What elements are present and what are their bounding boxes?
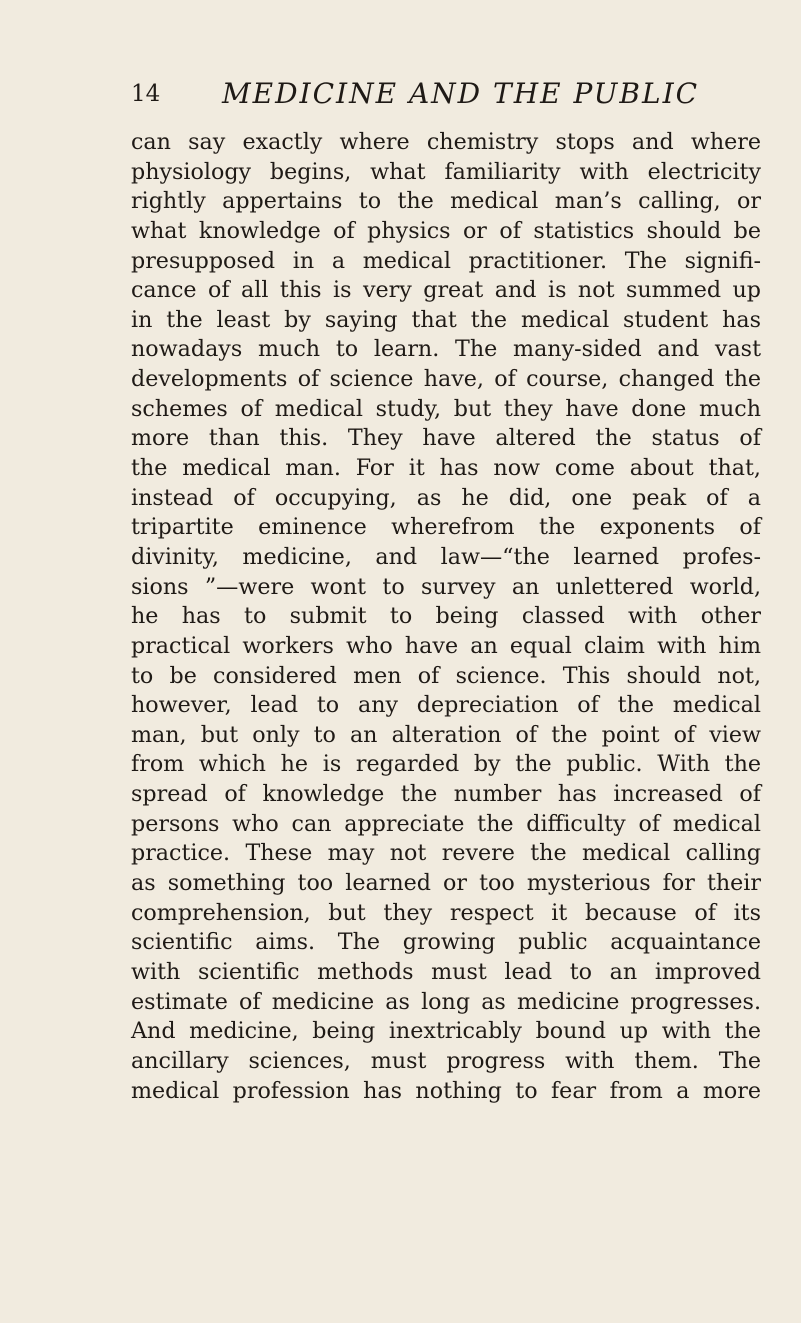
text-line: in the least by saying that the medical student has [131, 306, 761, 333]
page-number: 14 [131, 81, 161, 107]
text-line: tripartite eminence wherefrom the exponents of [131, 514, 761, 541]
text-line: from which he is regarded by the public. With the [131, 751, 761, 778]
text-line: estimate of medicine as long as medicine progresses. [131, 988, 761, 1015]
text-line: sions ”—were wont to survey an unlettered world, [131, 573, 761, 600]
text-line: practice. These may not revere the medical calling [131, 840, 761, 867]
text-line: schemes of medical study, but they have done much [131, 395, 761, 422]
page-header [131, 78, 761, 118]
text-line: man, but only to an alteration of the point of view [131, 721, 761, 748]
text-line: to be considered men of science. This should not, [131, 662, 761, 689]
text-line: comprehension, but they respect it because of its [131, 899, 761, 926]
text-line: ancillary sciences, must progress with them. The [131, 1047, 761, 1074]
text-line: with scientific methods must lead to an improved [131, 958, 761, 985]
text-line: divinity, medicine, and law—“the learned profes- [131, 543, 761, 570]
text-line: medical profession has nothing to fear from a more [131, 1077, 761, 1104]
text-line: spread of knowledge the number has increased of [131, 781, 761, 808]
text-line: scientific aims. The growing public acquaintance [131, 929, 761, 956]
body-text [131, 128, 761, 1106]
text-line: more than this. They have altered the status of [131, 425, 761, 452]
text-line: physiology begins, what familiarity with electricity [131, 158, 761, 185]
text-line: the medical man. For it has now come about that, [131, 455, 761, 482]
text-line: persons who can appreciate the difficulty of medical [131, 810, 761, 837]
text-line: however, lead to any depreciation of the medical [131, 692, 761, 719]
text-line: presupposed in a medical practitioner. The signifi- [131, 247, 761, 274]
text-line: instead of occupying, as he did, one peak of a [131, 484, 761, 511]
text-line: what knowledge of physics or of statistics should be [131, 217, 761, 244]
text-line: cance of all this is very great and is not summed up [131, 277, 761, 304]
text-line: can say exactly where chemistry stops and where [131, 129, 761, 155]
text-line: nowadays much to learn. The many-sided and vast [131, 336, 761, 363]
text-line: he has to submit to being classed with other [131, 603, 761, 630]
text-line: And medicine, being inextricably bound up with the [131, 1018, 761, 1045]
text-line: developments of science have, of course, changed the [131, 366, 761, 393]
text-line: practical workers who have an equal claim with him [131, 632, 761, 659]
text-line: rightly appertains to the medical man’s calling, or [131, 188, 761, 215]
running-title: MEDICINE AND THE PUBLIC [222, 77, 700, 110]
text-line: as something too learned or too mysterious for their [131, 870, 761, 897]
